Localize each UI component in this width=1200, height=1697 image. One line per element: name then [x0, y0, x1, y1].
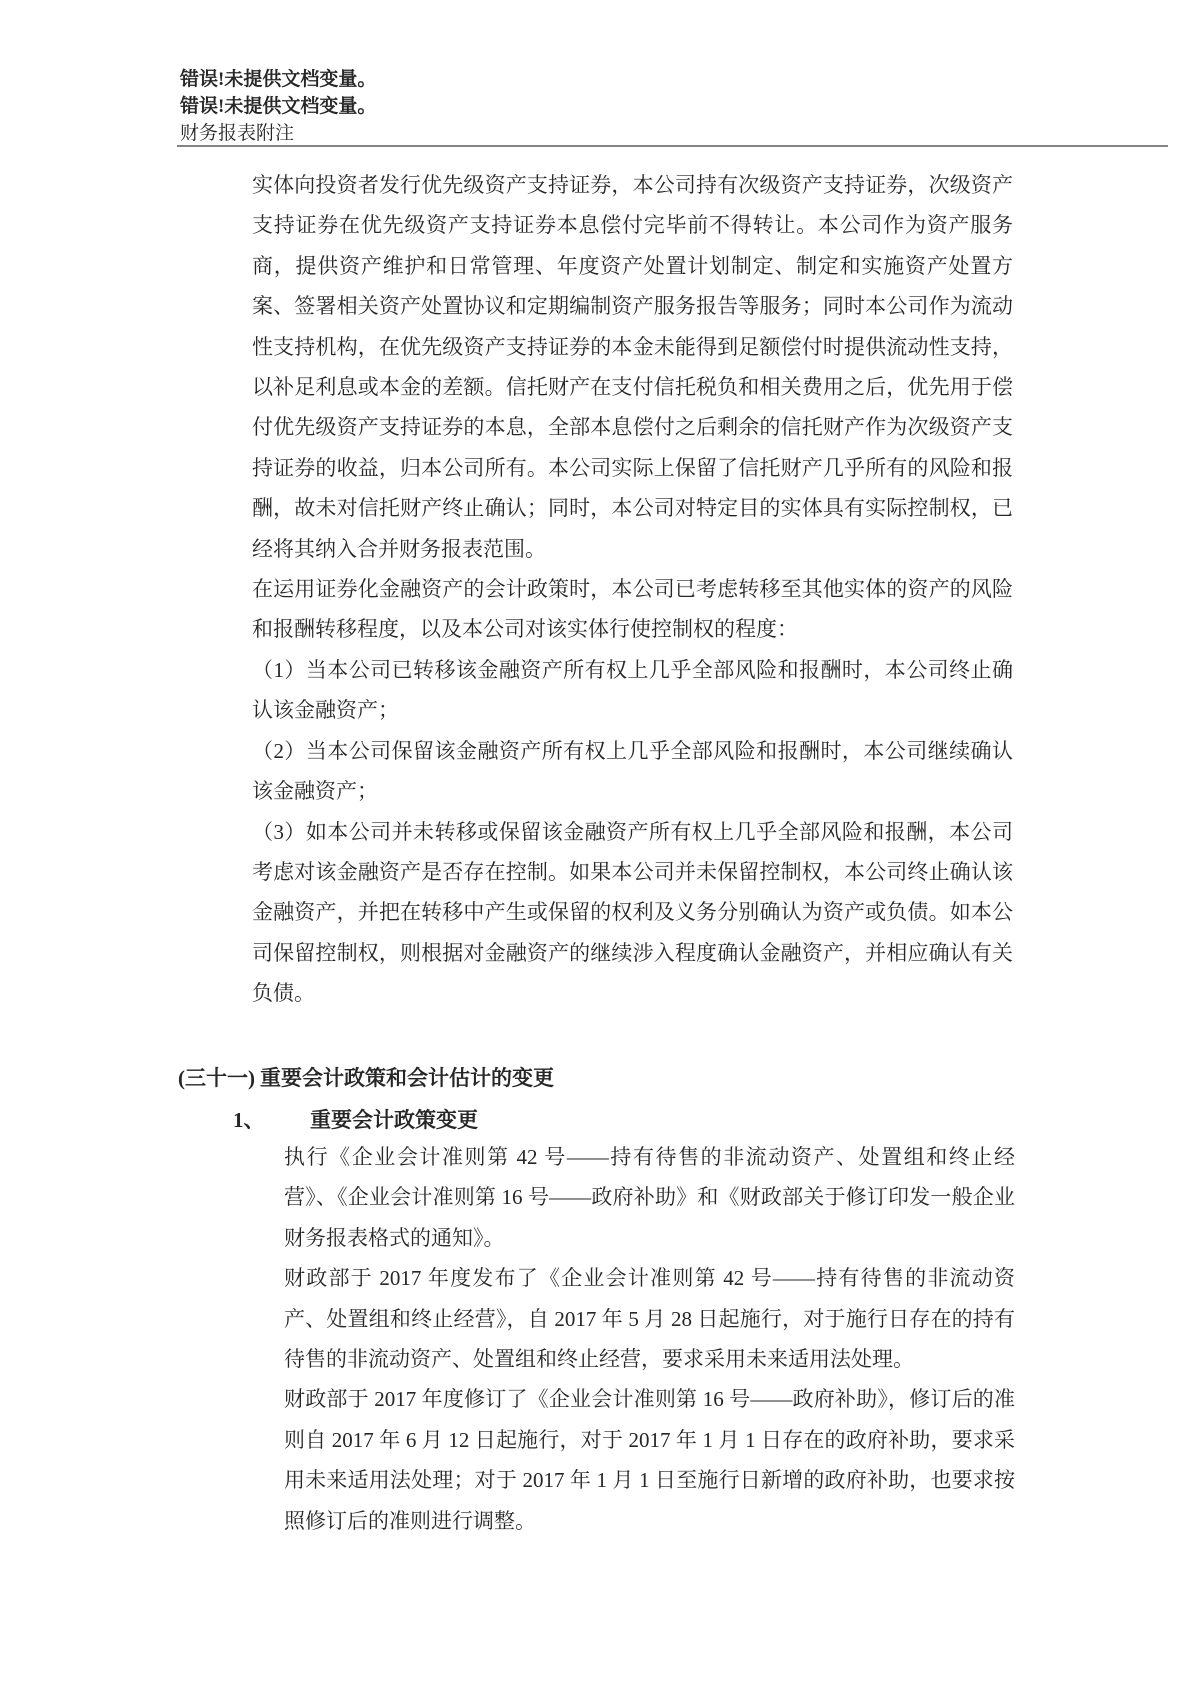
subsection-1-heading	[233, 1104, 478, 1134]
header-error-line-2: 错误!未提供文档变量。	[180, 96, 377, 117]
body-paragraph: （1）当本公司已转移该金融资产所有权上几乎全部风险和报酬时，本公司终止确认该金融资产；	[252, 657, 1013, 723]
section-31-number: (三十一)	[178, 1066, 255, 1090]
subsection-paragraph: 财政部于 2017 年度修订了《企业会计准则第 16 号——政府补助》，修订后的准则自 2017 年 6 月 12 日起施行，对于 2017 年 1 月 1 日存在的政府补助，要求采用未来适用法处理；对于 2017 年 1 月 1 日至施行日新增的政府补助，也要求按照修订后的准则进行调整。	[284, 1387, 1015, 1533]
subsection-1-number: 1、	[233, 1108, 265, 1132]
header-doc-label: 财务报表附注	[180, 123, 295, 144]
header-divider	[177, 145, 1168, 147]
body-paragraph: 实体向投资者发行优先级资产支持证券，本公司持有次级资产支持证券，次级资产支持证券在优先级资产支持证券本息偿付完毕前不得转让。本公司作为资产服务商，提供资产维护和日常管理、年度资产处置计划制定、制定和实施资产处置方案、签署相关资产处置协议和定期编制资产服务报告等服务；同时本公司作为流动性支持机构，在优先级资产支持证券的本金未能得到足额偿付时提供流动性支持，以补足利息或本金的差额。信托财产在支付信托税负和相关费用之后，优先用于偿付优先级资产支持证券的本息，全部本息偿付之后剩余的信托财产作为次级资产支持证券的收益，归本公司所有。本公司实际上保留了信托财产几乎所有的风险和报酬，故未对信托财产终止确认；同时，本公司对特定目的实体具有实际控制权，已经将其纳入合并财务报表范围。	[252, 173, 1013, 561]
subsection-1-text-block	[284, 1137, 1015, 1541]
body-paragraph: （2）当本公司保留该金融资产所有权上几乎全部风险和报酬时，本公司继续确认该金融资产；	[252, 738, 1013, 804]
page-header	[180, 66, 376, 147]
body-paragraph: 在运用证券化金融资产的会计政策时，本公司已考虑转移至其他实体的资产的风险和报酬转移程度，以及本公司对该实体行使控制权的程度：	[252, 577, 1013, 642]
body-text-block	[252, 165, 1013, 1014]
header-error-line-1: 错误!未提供文档变量。	[180, 69, 377, 90]
subsection-paragraph: 执行《企业会计准则第 42 号——持有待售的非流动资产、处置组和终止经营》、《企业会计准则第 16 号——政府补助》和《财政部关于修订印发一般企业财务报表格式的通知》。	[284, 1145, 1015, 1250]
subsection-paragraph: 财政部于 2017 年度发布了《企业会计准则第 42 号——持有待售的非流动资产、处置组和终止经营》，自 2017 年 5 月 28 日起施行，对于施行日存在的持有待售的非流动资产、处置组和终止经营，要求采用未来适用法处理。	[284, 1266, 1015, 1372]
section-31-heading	[178, 1062, 554, 1092]
body-paragraph: （3）如本公司并未转移或保留该金融资产所有权上几乎全部风险和报酬，本公司考虑对该金融资产是否存在控制。如果本公司并未保留控制权，本公司终止确认该金融资产，并把在转移中产生或保留的权利及义务分别确认为资产或负债。如本公司保留控制权，则根据对金融资产的继续涉入程度确认金融资产，并相应确认有关负债。	[252, 819, 1013, 1006]
subsection-1-title: 重要会计政策变更	[310, 1108, 478, 1132]
section-31-title: 重要会计政策和会计估计的变更	[260, 1066, 554, 1090]
